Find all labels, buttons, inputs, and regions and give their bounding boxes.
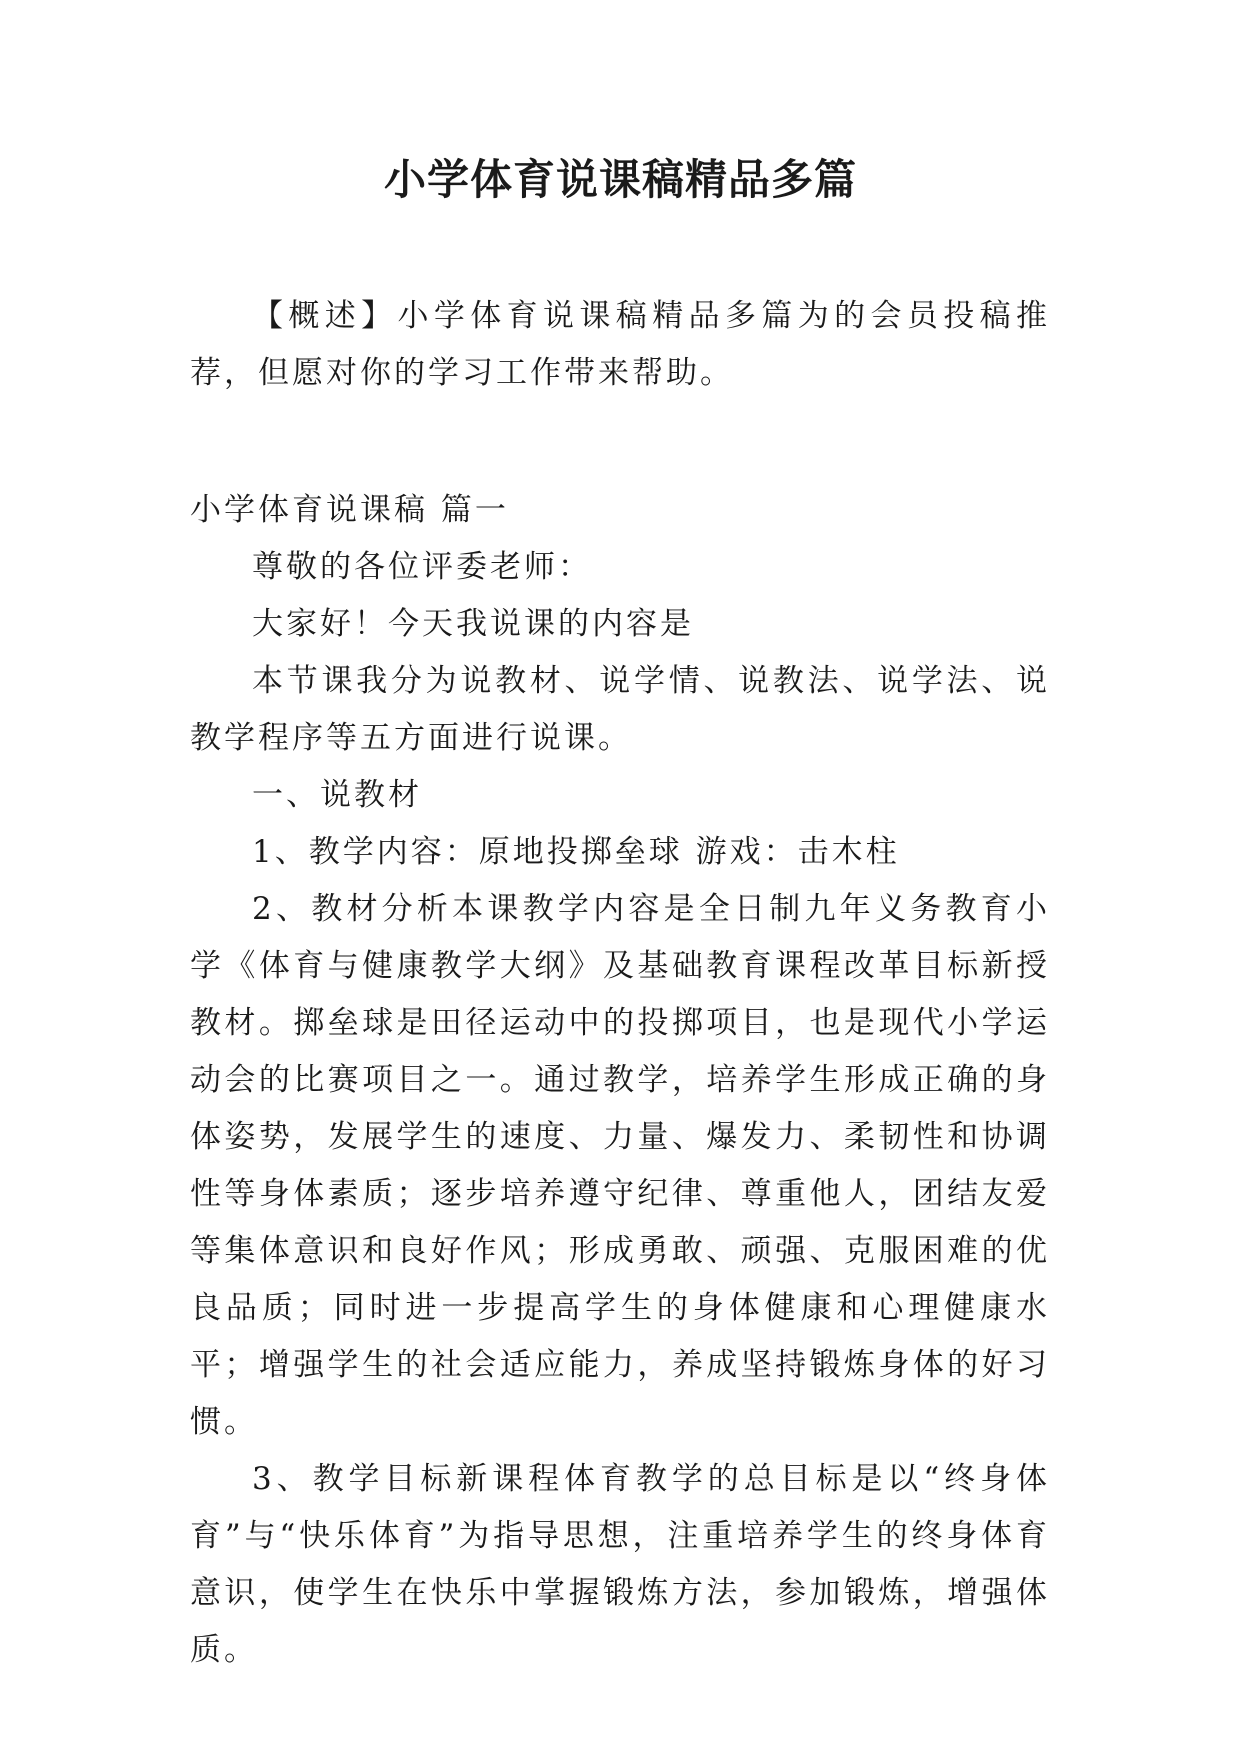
body-paragraph: 1、教学内容：原地投掷垒球 游戏：击木柱 [252, 834, 900, 870]
body-paragraph: 一、说教材 [252, 777, 422, 813]
blank-line [190, 459, 1050, 482]
body-paragraph: 尊敬的各位评委老师： [252, 549, 592, 585]
body-paragraph: 大家好！今天我说课的内容是 [252, 606, 694, 642]
body-paragraph: 3、教学目标新课程体育教学的总目标是以“终身体育”与“快乐体育”为指导思想，注重培养学生的终身体育意识，使学生在快乐中掌握锻炼方法，参加锻炼，增强体质。 [190, 1461, 1050, 1668]
document-title: 小学体育说课稿精品多篇 [383, 155, 857, 204]
blank-line [190, 402, 1050, 459]
body-paragraph: 本节课我分为说教材、说学情、说教法、说学法、说教学程序等五方面进行说课。 [190, 663, 1050, 756]
document-body [190, 288, 1050, 1679]
summary-paragraph: 【概述】小学体育说课稿精品多篇为的会员投稿推荐，但愿对你的学习工作带来帮助。 [190, 298, 1050, 391]
section-heading: 小学体育说课稿 篇一 [190, 492, 509, 528]
body-paragraph: 2、教材分析本课教学内容是全日制九年义务教育小学《体育与健康教学大纲》及基础教育课程改革目标新授教材。掷垒球是田径运动中的投掷项目，也是现代小学运动会的比赛项目之一。通过教学，培养学生形成正确的身体姿势，发展学生的速度、力量、爆发力、柔韧性和协调性等身体素质；逐步培养遵守纪律、尊重他人，团结友爱等集体意识和良好作风；形成勇敢、顽强、克服困难的优良品质；同时进一步提高学生的身体健康和心理健康水平；增强学生的社会适应能力，养成坚持锻炼身体的好习惯。 [190, 891, 1050, 1440]
